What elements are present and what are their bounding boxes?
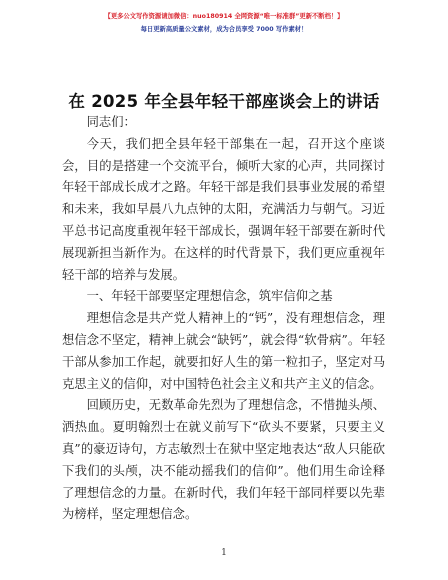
promo-banner-line-1: 【更多公文写作资源请加微信：nuo180914 全网资源“唯一标准群”更新不断档！】 <box>104 13 344 20</box>
section-heading: 一、年轻干部要坚定理想信念，筑牢信仰之基 <box>86 289 333 304</box>
page-number: 1 <box>221 548 227 558</box>
document-body <box>62 112 385 526</box>
paragraph: 理想信念是共产党人精神上的“钙”，没有理想信念，理想信念不坚定，精神上就会“缺钙”，就会得“软骨病”。年轻干部从参加工作起，就要扣好人生的第一粒扣子，坚定对马克思主义的信仰，对中国特色社会主义和共产主义的信念。 <box>62 311 385 391</box>
promo-banner <box>0 11 448 36</box>
salutation: 同志们： <box>86 115 136 129</box>
promo-banner-line-2: 每日更新高质量公文素材，成为合员享受 7000 写作素材！ <box>140 26 308 33</box>
paragraph: 今天，我们把全县年轻干部集在一起，召开这个座谈会，目的是搭建一个交流平台，倾听大家的心声，共同探讨年轻干部成长成才之路。年轻干部是我们县事业发展的希望和未来，我如早晨八九点钟的太阳，充满活力与朝气。习近平总书记高度重视年轻干部成长，强调年轻干部要在新时代展现新担当新作为。在这样的时代背景下，我们更应重视年轻干部的培养与发展。 <box>62 136 385 282</box>
paragraph: 回顾历史，无数革命先烈为了理想信念，不惜抛头颅、洒热血。夏明翰烈士在就义前写下“砍头不要紧，只要主义真”的豪迈诗句，方志敏烈士在狱中坚定地表达“敌人只能砍下我们的头颅，决不能动摇我们的信仰”。他们用生命诠释了理想信念的力量。在新时代，我们年轻干部同样要以先辈为榜样，坚定理想信念。 <box>62 398 385 522</box>
document-title: 在 2025 年全县年轻干部座谈会上的讲话 <box>68 92 380 111</box>
